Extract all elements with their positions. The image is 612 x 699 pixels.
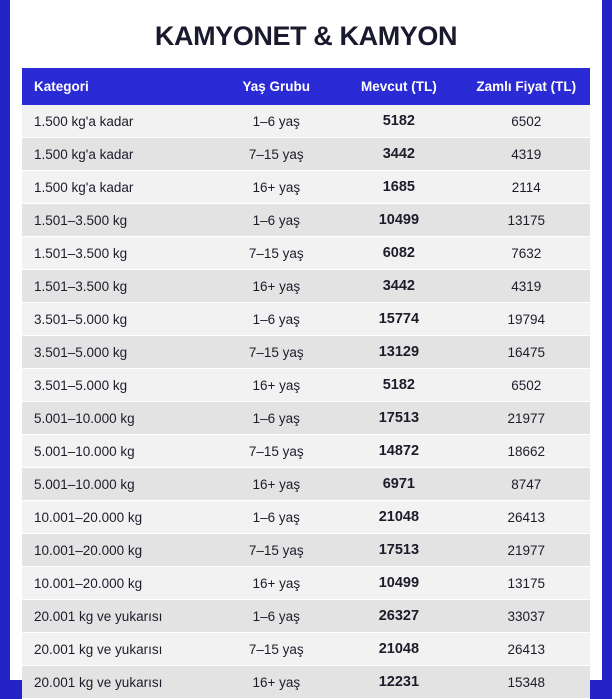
page-title: KAMYONET & KAMYON bbox=[154, 21, 458, 51]
cell-current-price: 21048 bbox=[335, 501, 462, 534]
cell-increased-price: 21977 bbox=[463, 534, 590, 567]
cell-age-group: 1–6 yaş bbox=[217, 600, 335, 633]
table-row bbox=[22, 501, 590, 534]
cell-category: 20.001 kg ve yukarısı bbox=[22, 633, 217, 666]
cell-current-price: 21048 bbox=[335, 633, 462, 666]
price-table bbox=[22, 68, 590, 699]
table-header-row bbox=[22, 68, 590, 105]
cell-age-group: 1–6 yaş bbox=[217, 501, 335, 534]
table-header bbox=[22, 68, 590, 105]
cell-current-price: 14872 bbox=[335, 435, 462, 468]
cell-increased-price: 16475 bbox=[463, 336, 590, 369]
cell-increased-price: 7632 bbox=[463, 237, 590, 270]
table-row bbox=[22, 567, 590, 600]
cell-current-price: 6971 bbox=[335, 468, 462, 501]
cell-increased-price: 18662 bbox=[463, 435, 590, 468]
table-row bbox=[22, 138, 590, 171]
cell-age-group: 16+ yaş bbox=[217, 171, 335, 204]
column-header-age-group: Yaş Grubu bbox=[217, 68, 335, 105]
cell-increased-price: 26413 bbox=[463, 501, 590, 534]
cell-category: 10.001–20.000 kg bbox=[22, 501, 217, 534]
table-row bbox=[22, 204, 590, 237]
cell-increased-price: 33037 bbox=[463, 600, 590, 633]
cell-increased-price: 15348 bbox=[463, 666, 590, 699]
table-row bbox=[22, 534, 590, 567]
cell-increased-price: 4319 bbox=[463, 270, 590, 303]
table-body bbox=[22, 105, 590, 699]
cell-current-price: 12231 bbox=[335, 666, 462, 699]
cell-current-price: 17513 bbox=[335, 402, 462, 435]
cell-category: 3.501–5.000 kg bbox=[22, 369, 217, 402]
cell-current-price: 3442 bbox=[335, 270, 462, 303]
table-row bbox=[22, 336, 590, 369]
cell-current-price: 17513 bbox=[335, 534, 462, 567]
cell-category: 10.001–20.000 kg bbox=[22, 534, 217, 567]
cell-category: 1.500 kg'a kadar bbox=[22, 105, 217, 138]
table-row bbox=[22, 237, 590, 270]
cell-age-group: 16+ yaş bbox=[217, 270, 335, 303]
cell-age-group: 7–15 yaş bbox=[217, 534, 335, 567]
cell-current-price: 5182 bbox=[335, 105, 462, 138]
cell-age-group: 16+ yaş bbox=[217, 567, 335, 600]
cell-age-group: 7–15 yaş bbox=[217, 633, 335, 666]
cell-category: 5.001–10.000 kg bbox=[22, 435, 217, 468]
cell-increased-price: 6502 bbox=[463, 105, 590, 138]
table-row bbox=[22, 105, 590, 138]
cell-age-group: 1–6 yaş bbox=[217, 204, 335, 237]
right-accent-bar bbox=[602, 0, 612, 680]
cell-increased-price: 13175 bbox=[463, 567, 590, 600]
cell-age-group: 7–15 yaş bbox=[217, 435, 335, 468]
cell-age-group: 16+ yaş bbox=[217, 468, 335, 501]
cell-category: 20.001 kg ve yukarısı bbox=[22, 666, 217, 699]
cell-increased-price: 6502 bbox=[463, 369, 590, 402]
cell-category: 5.001–10.000 kg bbox=[22, 468, 217, 501]
cell-age-group: 16+ yaş bbox=[217, 369, 335, 402]
cell-increased-price: 13175 bbox=[463, 204, 590, 237]
cell-increased-price: 4319 bbox=[463, 138, 590, 171]
cell-category: 1.501–3.500 kg bbox=[22, 204, 217, 237]
cell-category: 5.001–10.000 kg bbox=[22, 402, 217, 435]
cell-age-group: 1–6 yaş bbox=[217, 303, 335, 336]
table-row bbox=[22, 270, 590, 303]
table-row bbox=[22, 666, 590, 699]
table-row bbox=[22, 369, 590, 402]
column-header-category: Kategori bbox=[22, 68, 217, 105]
cell-current-price: 3442 bbox=[335, 138, 462, 171]
table-row bbox=[22, 435, 590, 468]
cell-current-price: 1685 bbox=[335, 171, 462, 204]
cell-category: 1.500 kg'a kadar bbox=[22, 138, 217, 171]
table-row bbox=[22, 402, 590, 435]
cell-category: 1.501–3.500 kg bbox=[22, 237, 217, 270]
cell-age-group: 7–15 yaş bbox=[217, 138, 335, 171]
cell-current-price: 26327 bbox=[335, 600, 462, 633]
column-header-increased: Zamlı Fiyat (TL) bbox=[463, 68, 590, 105]
cell-age-group: 1–6 yaş bbox=[217, 105, 335, 138]
cell-category: 1.500 kg'a kadar bbox=[22, 171, 217, 204]
table-row bbox=[22, 600, 590, 633]
cell-current-price: 6082 bbox=[335, 237, 462, 270]
cell-increased-price: 8747 bbox=[463, 468, 590, 501]
cell-current-price: 5182 bbox=[335, 369, 462, 402]
cell-age-group: 7–15 yaş bbox=[217, 336, 335, 369]
cell-increased-price: 19794 bbox=[463, 303, 590, 336]
column-header-current: Mevcut (TL) bbox=[335, 68, 462, 105]
cell-current-price: 10499 bbox=[335, 567, 462, 600]
table-row bbox=[22, 468, 590, 501]
cell-category: 3.501–5.000 kg bbox=[22, 303, 217, 336]
table-row bbox=[22, 303, 590, 336]
cell-increased-price: 26413 bbox=[463, 633, 590, 666]
cell-category: 20.001 kg ve yukarısı bbox=[22, 600, 217, 633]
cell-current-price: 15774 bbox=[335, 303, 462, 336]
cell-increased-price: 2114 bbox=[463, 171, 590, 204]
cell-category: 10.001–20.000 kg bbox=[22, 567, 217, 600]
cell-category: 3.501–5.000 kg bbox=[22, 336, 217, 369]
table-row bbox=[22, 171, 590, 204]
cell-age-group: 16+ yaş bbox=[217, 666, 335, 699]
table-row bbox=[22, 633, 590, 666]
cell-increased-price: 21977 bbox=[463, 402, 590, 435]
cell-current-price: 10499 bbox=[335, 204, 462, 237]
cell-current-price: 13129 bbox=[335, 336, 462, 369]
cell-category: 1.501–3.500 kg bbox=[22, 270, 217, 303]
cell-age-group: 1–6 yaş bbox=[217, 402, 335, 435]
cell-age-group: 7–15 yaş bbox=[217, 237, 335, 270]
left-accent-bar bbox=[0, 0, 10, 680]
